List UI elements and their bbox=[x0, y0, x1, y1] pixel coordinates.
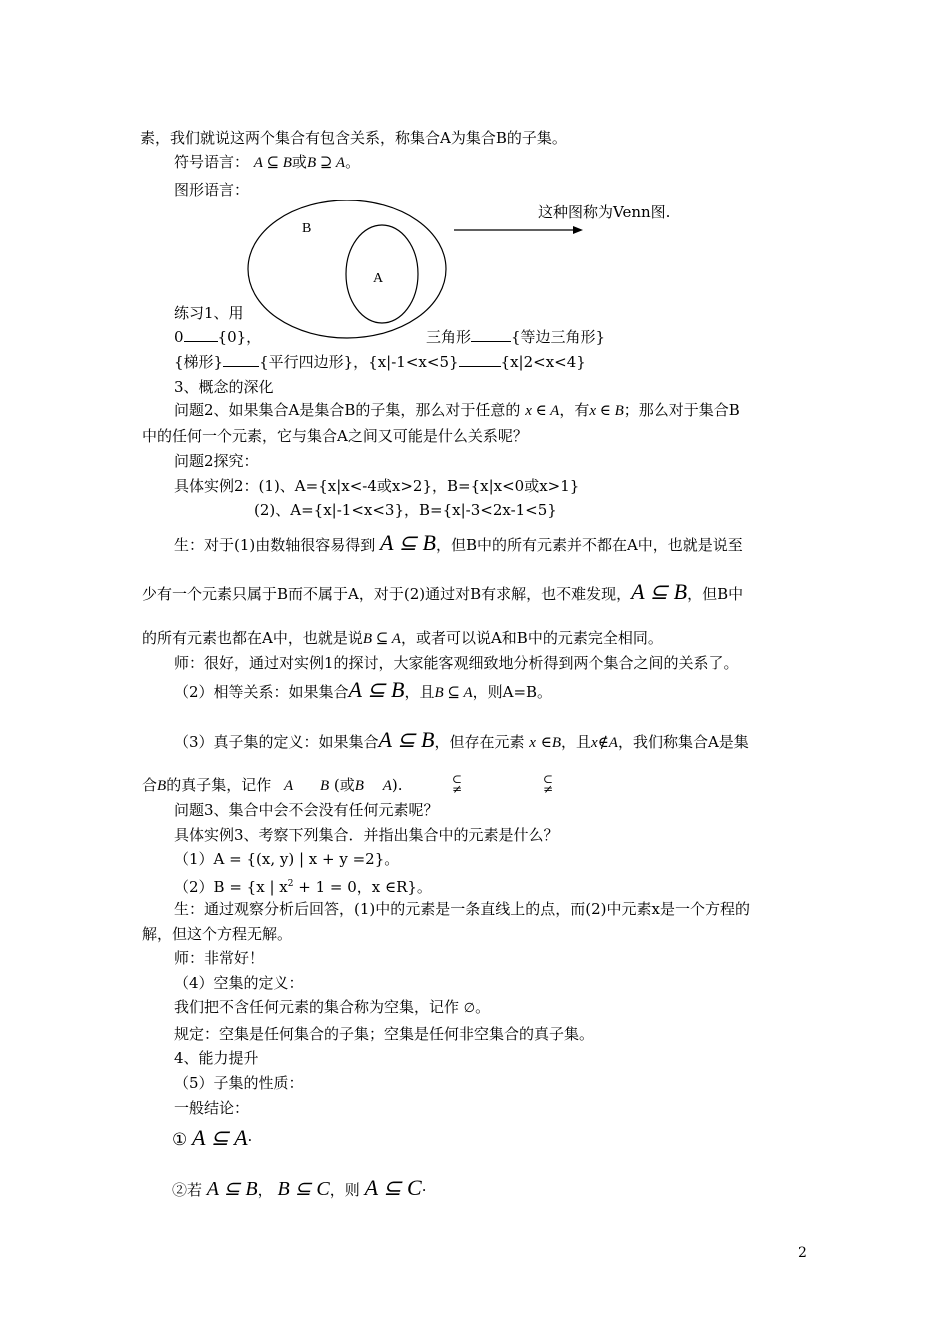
case-3-item-2 bbox=[174, 874, 432, 897]
text: ，但B中的所有元素并不都在A中，也就是说至 bbox=[435, 536, 743, 554]
student-line-1 bbox=[174, 530, 743, 555]
property-1 bbox=[172, 1125, 253, 1150]
venn-caption: 这种图称为Venn图. bbox=[538, 203, 671, 221]
text: {平行四边形}，{x|-1<x<5} bbox=[259, 353, 459, 371]
text: · bbox=[247, 1131, 253, 1149]
not-equal-glyph: ≠ bbox=[543, 782, 554, 796]
text: （2）B = {x | x bbox=[174, 878, 288, 896]
math: A ⊆ B bbox=[378, 727, 435, 752]
text: （3）真子集的定义：如果集合 bbox=[174, 733, 379, 751]
text: 的所有元素也都在A中，也就是说 bbox=[142, 629, 363, 647]
student-line-3 bbox=[142, 628, 663, 649]
text: {等边三角形} bbox=[511, 328, 606, 346]
page-number: 2 bbox=[798, 1245, 807, 1261]
exercise-line-1b bbox=[426, 327, 605, 347]
blank-field[interactable] bbox=[459, 352, 501, 367]
subset-glyph: ⊂ bbox=[452, 772, 463, 786]
text: （2）相等关系：如果集合 bbox=[174, 683, 349, 701]
student-line-2 bbox=[142, 579, 744, 604]
text: {x|2<x<4} bbox=[500, 353, 586, 371]
empty-set-definition bbox=[174, 997, 490, 1019]
math: A ⊆ B bbox=[206, 1178, 258, 1200]
text: {梯形} bbox=[174, 353, 224, 371]
text: · bbox=[421, 1181, 427, 1199]
case-2-line-1: 具体实例2：(1)、A={x|x<-4或x>2}，B={x|x<0或x>1} bbox=[174, 477, 580, 495]
math: x bbox=[529, 735, 536, 751]
arrow-head-icon bbox=[573, 226, 583, 234]
math: B ⊆ A bbox=[362, 631, 401, 647]
question-2-line bbox=[174, 400, 740, 421]
text: 问题2、如果集合A是集合B的子集，那么对于任意的 bbox=[174, 401, 521, 419]
teacher-line-1: 师：很好，通过对实例1的探讨，大家能客观细致地分析得到两个集合之间的关系了。 bbox=[174, 654, 739, 672]
case-2-line-2: (2)、A={x|-1<x<3}，B={x|-3<2x-1<5} bbox=[254, 501, 557, 519]
text: {0}， bbox=[217, 328, 262, 346]
text: ，则 bbox=[329, 1181, 360, 1199]
set-a-label: A bbox=[373, 271, 384, 286]
math: x ∈ A bbox=[525, 403, 560, 419]
text: ；那么对于集合B bbox=[623, 401, 740, 419]
text: ， bbox=[257, 1181, 273, 1199]
proper-subset-line-2 bbox=[142, 775, 403, 796]
math: A bbox=[382, 778, 392, 794]
math: B bbox=[551, 735, 561, 751]
equality-line bbox=[174, 677, 553, 703]
text: ，则A=B。 bbox=[472, 683, 553, 701]
text: ，但B中 bbox=[687, 585, 744, 603]
proper-subset-line-1 bbox=[174, 727, 749, 753]
set-b-label: B bbox=[302, 221, 312, 236]
proper-subset-symbol bbox=[543, 774, 553, 794]
subset-glyph: ⊂ bbox=[543, 772, 554, 786]
math: A bbox=[283, 778, 294, 794]
math: B bbox=[354, 778, 364, 794]
math: x ∈ B bbox=[589, 403, 624, 419]
text: ). bbox=[391, 776, 403, 794]
text: (或 bbox=[333, 776, 355, 794]
superscript: 2 bbox=[287, 879, 294, 889]
text: 生：对于(1)由数轴很容易得到 bbox=[174, 536, 376, 554]
label: 符号语言： bbox=[174, 153, 250, 171]
text: + 1 = 0，x ∈R}。 bbox=[293, 878, 432, 896]
properties-heading: （5）子集的性质： bbox=[174, 1074, 304, 1092]
math: A ⊆ B bbox=[631, 579, 688, 604]
text: ，我们称集合A是集 bbox=[617, 733, 749, 751]
text: ②若 bbox=[172, 1181, 203, 1199]
empty-set-symbol: ∅ bbox=[463, 1001, 476, 1016]
math: A ⊆ B bbox=[348, 677, 405, 702]
set-b-ellipse bbox=[248, 200, 446, 338]
question-2-line-2: 中的任何一个元素，它与集合A之间又可能是什么关系呢？ bbox=[142, 427, 528, 445]
proper-subset-symbol bbox=[452, 774, 462, 794]
math: B bbox=[319, 778, 330, 794]
rule-line: 规定：空集是任何集合的子集；空集是任何非空集合的真子集。 bbox=[174, 1025, 595, 1043]
symbol-language-line bbox=[174, 152, 360, 173]
text: ，且 bbox=[404, 683, 435, 701]
answer-line-1: 生：通过观察分析后回答，(1)中的元素是一条直线上的点，而(2)中元素x是一个方程的 bbox=[174, 900, 750, 918]
blank-field[interactable] bbox=[223, 352, 259, 367]
blank-field[interactable] bbox=[471, 327, 511, 342]
text: 少有一个元素只属于B而不属于A，对于(2)通过对B有求解，也不难发现， bbox=[142, 585, 632, 603]
math: A ⊆ A bbox=[192, 1125, 248, 1150]
exercise-label: 练习1、用 bbox=[174, 304, 244, 322]
question-3-line: 问题3、集合中会不会没有任何元素呢？ bbox=[174, 801, 439, 819]
math: ∈ bbox=[540, 733, 552, 751]
math: A ⊆ C bbox=[364, 1175, 422, 1200]
math: ∉ bbox=[597, 733, 609, 751]
text: ，且 bbox=[561, 733, 592, 751]
text: 的真子集，记作 bbox=[166, 776, 272, 794]
text: 我们把不含任何元素的集合称为空集，记作 bbox=[174, 998, 460, 1016]
case-3-line: 具体实例3、考察下列集合．并指出集合中的元素是什么？ bbox=[174, 826, 559, 844]
text: ，有 bbox=[559, 401, 590, 419]
graphic-language-label: 图形语言： bbox=[174, 181, 250, 199]
explore-label: 问题2探究： bbox=[174, 452, 259, 470]
text: 。 bbox=[475, 998, 491, 1016]
case-3-item-1: （1）A = {(x, y) | x + y =2}。 bbox=[174, 850, 400, 868]
math: B bbox=[157, 778, 167, 794]
empty-set-heading: （4）空集的定义： bbox=[174, 974, 304, 992]
exercise-line-1 bbox=[174, 327, 261, 347]
math: B ⊆ C bbox=[277, 1178, 330, 1200]
text: 。 bbox=[345, 153, 361, 171]
text: ，但存在元素 bbox=[434, 733, 525, 751]
math: x bbox=[591, 735, 598, 751]
text: ，或者可以说A和B中的元素完全相同。 bbox=[400, 629, 663, 647]
math: A bbox=[608, 735, 618, 751]
math: A ⊆ B bbox=[380, 530, 436, 555]
math: B ⊆ A bbox=[434, 685, 473, 701]
property-2 bbox=[172, 1175, 427, 1200]
exercise-line-2 bbox=[174, 352, 586, 372]
text: 0 bbox=[174, 328, 184, 346]
text: 三角形 bbox=[426, 328, 472, 346]
circled-number: ① bbox=[172, 1130, 188, 1150]
math: A ⊆ B bbox=[253, 155, 292, 171]
text-line: 素，我们就说这两个集合有包含关系，称集合A为集合B的子集。 bbox=[140, 129, 567, 147]
teacher-line-2: 师：非常好！ bbox=[174, 949, 265, 967]
blank-field[interactable] bbox=[184, 327, 218, 342]
conclusion-label: 一般结论： bbox=[174, 1099, 250, 1117]
section-heading: 4、能力提升 bbox=[174, 1049, 259, 1067]
text: 或 bbox=[291, 153, 307, 171]
section-heading: 3、概念的深化 bbox=[174, 378, 274, 396]
math: B ⊇ A bbox=[306, 155, 346, 171]
text: 合 bbox=[142, 776, 158, 794]
not-equal-glyph: ≠ bbox=[452, 782, 463, 796]
answer-line-2: 解，但这个方程无解。 bbox=[142, 925, 293, 943]
